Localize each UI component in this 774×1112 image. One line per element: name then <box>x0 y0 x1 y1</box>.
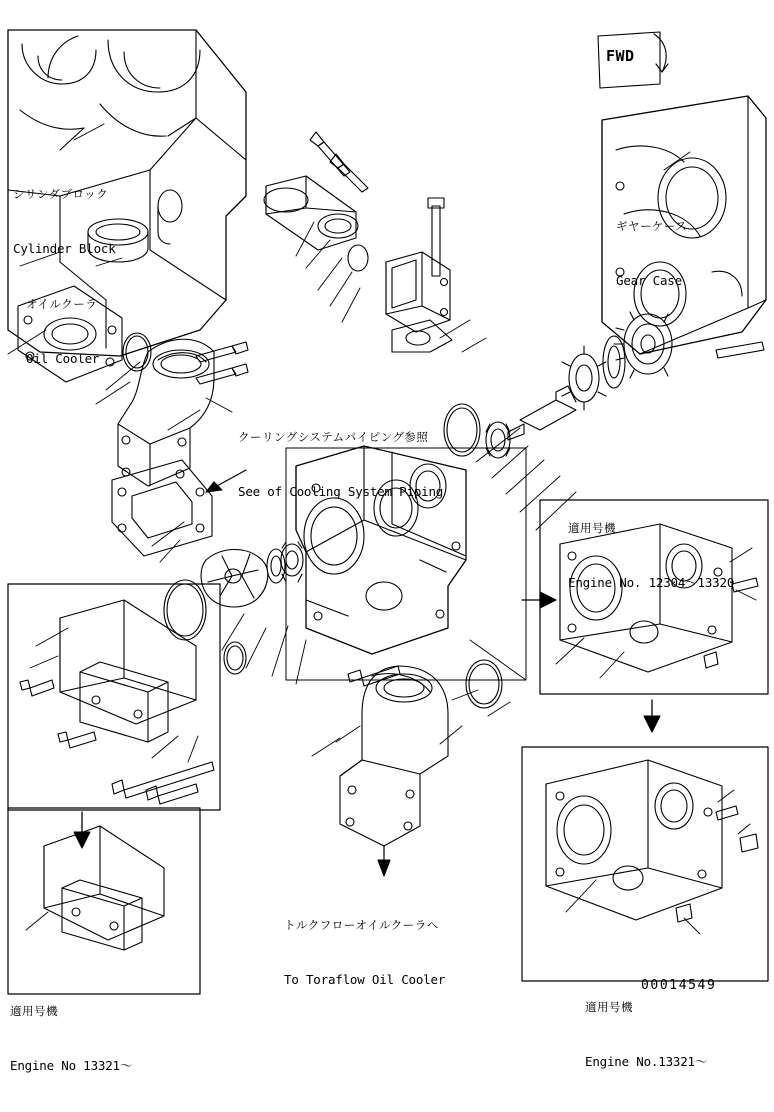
label-cooling-system-piping-jp: クーリングシステムパイピング参照 <box>238 432 429 445</box>
label-cooling-system-piping-en: See of Cooling System Piping <box>238 484 444 500</box>
label-oil-cooler <box>26 259 99 405</box>
label-engine-no-13321-left <box>10 966 132 1112</box>
label-engine-no-13321-right-jp: 適用号機 <box>585 1002 633 1015</box>
fwd-direction-marker: FWD <box>606 47 635 65</box>
label-engine-no-12304-13320 <box>568 483 734 629</box>
label-toraflow-oil-cooler-en: To Toraflow Oil Cooler <box>284 972 446 988</box>
label-engine-no-13321-left-en: Engine No 13321〜 <box>10 1058 133 1074</box>
label-engine-no-12304-13320-en: Engine No. 12304〜13320 <box>568 575 735 591</box>
label-oil-cooler-en: Oil Cooler <box>26 351 100 367</box>
label-toraflow-oil-cooler <box>284 880 445 1026</box>
label-engine-no-13321-right-en: Engine No.13321〜 <box>585 1054 708 1070</box>
label-cylinder-block-jp: シリンダブロック <box>13 189 109 202</box>
label-engine-no-13321-left-jp: 適用号機 <box>10 1006 58 1019</box>
label-oil-cooler-jp: オイルクーラ <box>26 299 98 312</box>
drawing-number: 00014549 <box>641 978 717 993</box>
label-gear-case-jp: ギヤーケース <box>616 221 688 234</box>
label-engine-no-12304-13320-jp: 適用号機 <box>568 523 616 536</box>
label-cylinder-block-en: Cylinder Block <box>13 241 116 257</box>
label-gear-case-en: Gear Case <box>616 273 682 289</box>
label-gear-case <box>616 181 687 327</box>
label-toraflow-oil-cooler-jp: トルクフローオイルクーラヘ <box>284 920 439 933</box>
label-cooling-system-piping <box>238 392 443 538</box>
